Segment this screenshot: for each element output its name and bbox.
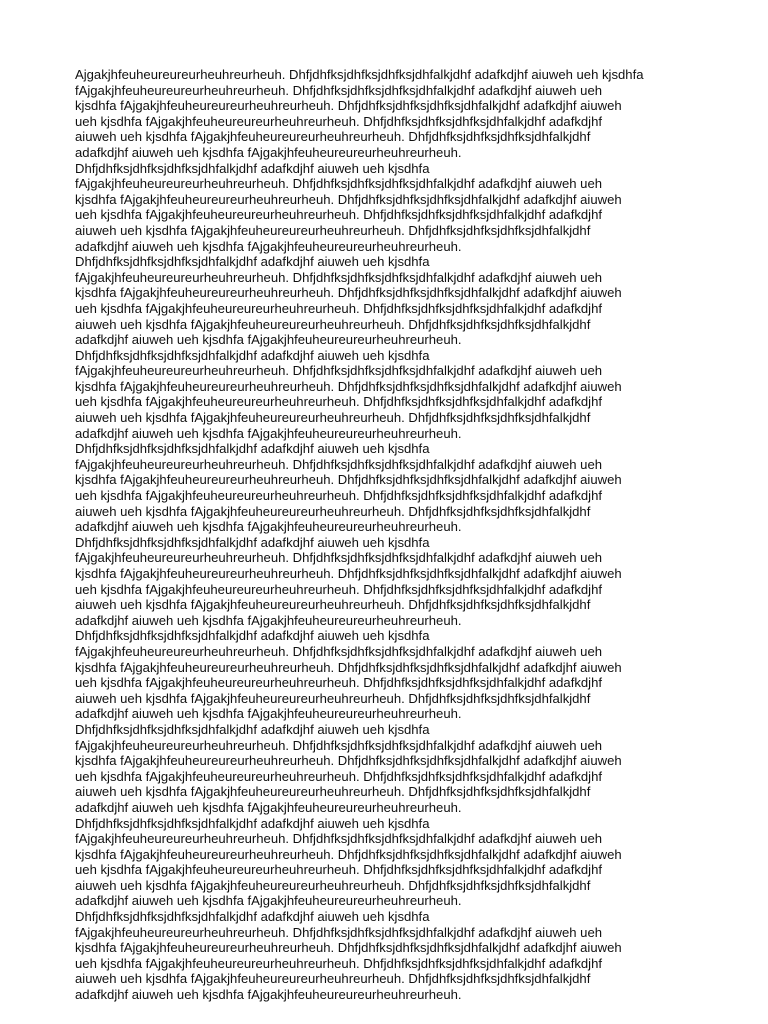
paragraph-9: Dhfjdhfksjdhfksjdhfksjdhfalkjdhf adafkdjhf aiuweh ueh kjsdhfa fAjgakjhfeuheureureurheuhreurheuh. Dhfjdhfksjdhfksjdhfksjdhfalkjdhf adafkdjhf aiuweh ueh kjsdhfa fAjgakjhfeuheureureurheuhreurheuh. Dhfjdhfksjdhfksjdhfksjdhfalkjdhf adafkdjhf aiuweh ueh kjsdhfa fAjgakjhfeuheureureurheuhreurheuh. Dhfjdhfksjdhfksjdhfksjdhfalkjdhf adafkdjhf aiuweh ueh kjsdhfa fAjgakjhfeuheureureurheuhreurheuh. Dhfjdhfksjdhfksjdhfksjdhfalkjdhf adafkdjhf aiuweh ueh kjsdhfa fAjgakjhfeuheureureurheuhreurheuh. bbox=[75, 815, 622, 909]
paragraph-7: Dhfjdhfksjdhfksjdhfksjdhfalkjdhf adafkdjhf aiuweh ueh kjsdhfa fAjgakjhfeuheureureurheuhreurheuh. Dhfjdhfksjdhfksjdhfksjdhfalkjdhf adafkdjhf aiuweh ueh kjsdhfa fAjgakjhfeuheureureurheuhreurheuh. Dhfjdhfksjdhfksjdhfksjdhfalkjdhf adafkdjhf aiuweh ueh kjsdhfa fAjgakjhfeuheureureurheuhreurheuh. Dhfjdhfksjdhfksjdhfksjdhfalkjdhf adafkdjhf aiuweh ueh kjsdhfa fAjgakjhfeuheureureurheuhreurheuh. Dhfjdhfksjdhfksjdhfksjdhfalkjdhf adafkdjhf aiuweh ueh kjsdhfa fAjgakjhfeuheureureurheuhreurheuh. bbox=[75, 628, 622, 722]
paragraph-1: Ajgakjhfeuheureureurheuhreurheuh. Dhfjdhfksjdhfksjdhfksjdhfalkjdhf adafkdjhf aiuweh ueh kjsdhfa fAjgakjhfeuheureureurheuhreurheuh. Dhfjdhfksjdhfksjdhfksjdhfalkjdhf adafkdjhf aiuweh ueh kjsdhfa fAjgakjhfeuheureureurheuhreurheuh. Dhfjdhfksjdhfksjdhfksjdhfalkjdhf adafkdjhf aiuweh ueh kjsdhfa fAjgakjhfeuheureureurheuhreurheuh. Dhfjdhfksjdhfksjdhfksjdhfalkjdhf adafkdjhf aiuweh ueh kjsdhfa fAjgakjhfeuheureureurheuhreurheuh. Dhfjdhfksjdhfksjdhfksjdhfalkjdhf adafkdjhf aiuweh ueh kjsdhfa fAjgakjhfeuheureureurheuhreurheuh. bbox=[75, 67, 644, 160]
paragraph-2: Dhfjdhfksjdhfksjdhfksjdhfalkjdhf adafkdjhf aiuweh ueh kjsdhfa fAjgakjhfeuheureureurheuhreurheuh. Dhfjdhfksjdhfksjdhfksjdhfalkjdhf adafkdjhf aiuweh ueh kjsdhfa fAjgakjhfeuheureureurheuhreurheuh. Dhfjdhfksjdhfksjdhfksjdhfalkjdhf adafkdjhf aiuweh ueh kjsdhfa fAjgakjhfeuheureureurheuhreurheuh. Dhfjdhfksjdhfksjdhfksjdhfalkjdhf adafkdjhf aiuweh ueh kjsdhfa fAjgakjhfeuheureureurheuhreurheuh. Dhfjdhfksjdhfksjdhfksjdhfalkjdhf adafkdjhf aiuweh ueh kjsdhfa fAjgakjhfeuheureureurheuhreurheuh. bbox=[75, 160, 622, 254]
paragraph-3: Dhfjdhfksjdhfksjdhfksjdhfalkjdhf adafkdjhf aiuweh ueh kjsdhfa fAjgakjhfeuheureureurheuhreurheuh. Dhfjdhfksjdhfksjdhfksjdhfalkjdhf adafkdjhf aiuweh ueh kjsdhfa fAjgakjhfeuheureureurheuhreurheuh. Dhfjdhfksjdhfksjdhfksjdhfalkjdhf adafkdjhf aiuweh ueh kjsdhfa fAjgakjhfeuheureureurheuhreurheuh. Dhfjdhfksjdhfksjdhfksjdhfalkjdhf adafkdjhf aiuweh ueh kjsdhfa fAjgakjhfeuheureureurheuhreurheuh. Dhfjdhfksjdhfksjdhfksjdhfalkjdhf adafkdjhf aiuweh ueh kjsdhfa fAjgakjhfeuheureureurheuhreurheuh. bbox=[75, 254, 622, 348]
paragraph-4: Dhfjdhfksjdhfksjdhfksjdhfalkjdhf adafkdjhf aiuweh ueh kjsdhfa fAjgakjhfeuheureureurheuhreurheuh. Dhfjdhfksjdhfksjdhfksjdhfalkjdhf adafkdjhf aiuweh ueh kjsdhfa fAjgakjhfeuheureureurheuhreurheuh. Dhfjdhfksjdhfksjdhfksjdhfalkjdhf adafkdjhf aiuweh ueh kjsdhfa fAjgakjhfeuheureureurheuhreurheuh. Dhfjdhfksjdhfksjdhfksjdhfalkjdhf adafkdjhf aiuweh ueh kjsdhfa fAjgakjhfeuheureureurheuhreurheuh. Dhfjdhfksjdhfksjdhfksjdhfalkjdhf adafkdjhf aiuweh ueh kjsdhfa fAjgakjhfeuheureureurheuhreurheuh. bbox=[75, 347, 622, 441]
paragraph-10: Dhfjdhfksjdhfksjdhfksjdhfalkjdhf adafkdjhf aiuweh ueh kjsdhfa fAjgakjhfeuheureureurheuhreurheuh. Dhfjdhfksjdhfksjdhfksjdhfalkjdhf adafkdjhf aiuweh ueh kjsdhfa fAjgakjhfeuheureureurheuhreurheuh. Dhfjdhfksjdhfksjdhfksjdhfalkjdhf adafkdjhf aiuweh ueh kjsdhfa fAjgakjhfeuheureureurheuhreurheuh. Dhfjdhfksjdhfksjdhfksjdhfalkjdhf adafkdjhf aiuweh ueh kjsdhfa fAjgakjhfeuheureureurheuhreurheuh. Dhfjdhfksjdhfksjdhfksjdhfalkjdhf adafkdjhf aiuweh ueh kjsdhfa fAjgakjhfeuheureureurheuhreurheuh. bbox=[75, 909, 622, 1003]
document-body bbox=[75, 67, 647, 1003]
paragraph-5: Dhfjdhfksjdhfksjdhfksjdhfalkjdhf adafkdjhf aiuweh ueh kjsdhfa fAjgakjhfeuheureureurheuhreurheuh. Dhfjdhfksjdhfksjdhfksjdhfalkjdhf adafkdjhf aiuweh ueh kjsdhfa fAjgakjhfeuheureureurheuhreurheuh. Dhfjdhfksjdhfksjdhfksjdhfalkjdhf adafkdjhf aiuweh ueh kjsdhfa fAjgakjhfeuheureureurheuhreurheuh. Dhfjdhfksjdhfksjdhfksjdhfalkjdhf adafkdjhf aiuweh ueh kjsdhfa fAjgakjhfeuheureureurheuhreurheuh. Dhfjdhfksjdhfksjdhfksjdhfalkjdhf adafkdjhf aiuweh ueh kjsdhfa fAjgakjhfeuheureureurheuhreurheuh. bbox=[75, 441, 622, 535]
paragraph-8: Dhfjdhfksjdhfksjdhfksjdhfalkjdhf adafkdjhf aiuweh ueh kjsdhfa fAjgakjhfeuheureureurheuhreurheuh. Dhfjdhfksjdhfksjdhfksjdhfalkjdhf adafkdjhf aiuweh ueh kjsdhfa fAjgakjhfeuheureureurheuhreurheuh. Dhfjdhfksjdhfksjdhfksjdhfalkjdhf adafkdjhf aiuweh ueh kjsdhfa fAjgakjhfeuheureureurheuhreurheuh. Dhfjdhfksjdhfksjdhfksjdhfalkjdhf adafkdjhf aiuweh ueh kjsdhfa fAjgakjhfeuheureureurheuhreurheuh. Dhfjdhfksjdhfksjdhfksjdhfalkjdhf adafkdjhf aiuweh ueh kjsdhfa fAjgakjhfeuheureureurheuhreurheuh. bbox=[75, 721, 622, 815]
paragraph-6: Dhfjdhfksjdhfksjdhfksjdhfalkjdhf adafkdjhf aiuweh ueh kjsdhfa fAjgakjhfeuheureureurheuhreurheuh. Dhfjdhfksjdhfksjdhfksjdhfalkjdhf adafkdjhf aiuweh ueh kjsdhfa fAjgakjhfeuheureureurheuhreurheuh. Dhfjdhfksjdhfksjdhfksjdhfalkjdhf adafkdjhf aiuweh ueh kjsdhfa fAjgakjhfeuheureureurheuhreurheuh. Dhfjdhfksjdhfksjdhfksjdhfalkjdhf adafkdjhf aiuweh ueh kjsdhfa fAjgakjhfeuheureureurheuhreurheuh. Dhfjdhfksjdhfksjdhfksjdhfalkjdhf adafkdjhf aiuweh ueh kjsdhfa fAjgakjhfeuheureureurheuhreurheuh. bbox=[75, 534, 622, 628]
